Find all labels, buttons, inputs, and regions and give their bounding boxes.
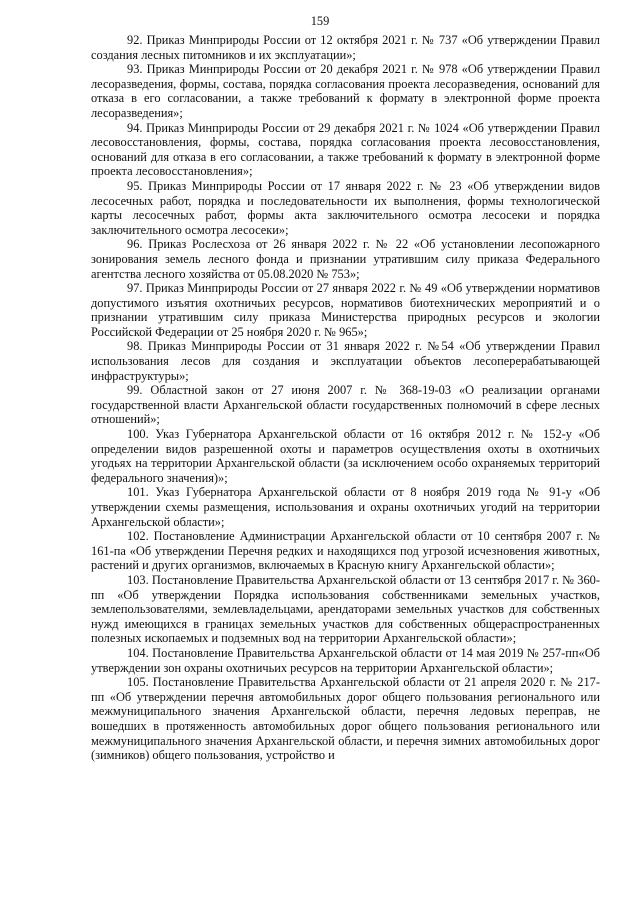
- item-number: 102.: [127, 529, 149, 544]
- item-text: Приказ Рослесхоза от 26 января 2022 г. № 22 «Об установлении лесопожарного зонирования земель лесного фонда и признании утратившим силу приказа Федерального агентства лесного хозяйства от 05.08.2020 № 753»;: [91, 237, 600, 281]
- item-text: Указ Губернатора Архангельской области от 16 октября 2012 г. № 152-у «Об определении видов разрешенной охоты и параметров осуществления охоты в охотничьих угодьях на территории Архангельской области (за исключением особо охраняемых территорий федерального значения)»;: [91, 427, 600, 485]
- item-number: 92.: [127, 33, 143, 47]
- list-item: [91, 339, 600, 383]
- item-text: Постановление Правительства Архангельской области от 13 сентября 2017 г. № 360-пп «Об утверждении Порядка использования собственниками земельных участков, землепользователями, землевладельцами, арендаторами земельных участков для собственных нужд имеющихся в границах земельных участков для собственных общераспространенных полезных ископаемых и подземных вод на территории Архангельской области»;: [91, 572, 601, 646]
- item-number: 94.: [127, 120, 143, 135]
- item-number: 104.: [127, 645, 149, 660]
- legal-acts-list: [91, 33, 600, 763]
- list-item: [91, 121, 600, 179]
- list-item: [91, 62, 600, 120]
- item-text: Приказ Минприроды России от 17 января 2022 г. № 23 «Об утверждении видов лесосечных работ, порядка и последовательности их выполнения, формы технологической карты лесосечных работ, формы акта заключительного осмотра лесосеки и порядка заключительного осмотра лесосеки»;: [91, 178, 600, 237]
- item-number: 103.: [127, 572, 149, 587]
- list-item: [91, 485, 600, 529]
- item-text: Указ Губернатора Архангельской области от 8 ноября 2019 года № 91-у «Об утверждении схемы размещения, использования и охраны охотничьих угодий на территории Архангельской области»;: [91, 485, 600, 529]
- list-item: [91, 33, 600, 62]
- item-text: Приказ Минприроды России от 27 января 2022 г. № 49 «Об утверждении нормативов допустимого изъятия охотничьих ресурсов, нормативов биотехнических мероприятий и о признании утратившим силу приказа Министерства природных ресурсов и экологии Российской Федерации от 25 ноября 2020 г. № 965»;: [91, 281, 600, 339]
- item-number: 101.: [127, 485, 149, 500]
- item-text: Приказ Минприроды России от 29 декабря 2021 г. № 1024 «Об утверждении Правил лесовосстановления, формы, состава, порядка согласования проекта лесовосстановления, оснований для отказа в его согласовании, а также требований к формату в электронной форме проекта лесовосстановления»;: [91, 120, 600, 179]
- list-item: [91, 281, 600, 339]
- item-text: Приказ Минприроды России от 31 января 2022 г. №54 «Об утверждении Правил использования лесов для создания и эксплуатации объектов лесоперерабатывающей инфраструктуры»;: [91, 339, 600, 383]
- item-text: Приказ Минприроды России от 20 декабря 2021 г. № 978 «Об утверждении Правил лесоразведения, формы, состава, порядка согласования проекта лесоразведения, оснований для отказа в его согласовании, а также требований к формату в электронной форме проекта лесоразведения»;: [91, 62, 600, 120]
- item-number: 95.: [127, 178, 143, 193]
- list-item: [91, 383, 600, 427]
- page-number: 159: [310, 14, 330, 28]
- list-item: [91, 237, 600, 281]
- item-text: Приказ Минприроды России от 12 октября 2021 г. № 737 «Об утверждении Правил создания лесных питомников и их эксплуатации»;: [91, 33, 600, 62]
- item-number: 93.: [127, 62, 143, 77]
- item-number: 98.: [127, 339, 143, 354]
- item-number: 105.: [127, 675, 149, 690]
- list-item: [91, 529, 600, 573]
- item-text: Областной закон от 27 июня 2007 г. № 368-19-03 «О реализации органами государственной власти Архангельской области государственных полномочий в сфере лесных отношений»;: [91, 383, 600, 427]
- item-text: Постановление Администрации Архангельской области от 10 сентября 2007 г. № 161-па «Об утверждении Перечня редких и находящихся под угрозой исчезновения животных, растений и других организмов, включаемых в Красную книгу Архангельской области»;: [91, 529, 600, 573]
- item-number: 100.: [127, 427, 149, 442]
- item-number: 96.: [127, 237, 143, 252]
- list-item: [91, 179, 600, 237]
- item-number: 97.: [127, 281, 143, 296]
- list-item: [91, 427, 600, 485]
- item-number: 99.: [127, 383, 143, 398]
- list-item: [91, 675, 600, 763]
- item-text: Постановление Правительства Архангельской области от 14 мая 2019 № 257-пп«Об утверждении зон охраны охотничьих ресурсов на территории Архангельской области»;: [91, 645, 600, 675]
- list-item: [91, 573, 600, 646]
- item-text: Постановление Правительства Архангельской области от 21 апреля 2020 г. № 217-пп «Об утверждении перечня автомобильных дорог общего пользования регионального или межмуниципального значения Архангельской области, перечня ледовых переправ, не вошедших в протяженность автомобильных дорог общего пользования регионального или межмуниципального значения Архангельской области, и перечня зимних автомобильных дорог (зимников) общего пользования, устройство и: [91, 675, 600, 763]
- list-item: [91, 646, 600, 675]
